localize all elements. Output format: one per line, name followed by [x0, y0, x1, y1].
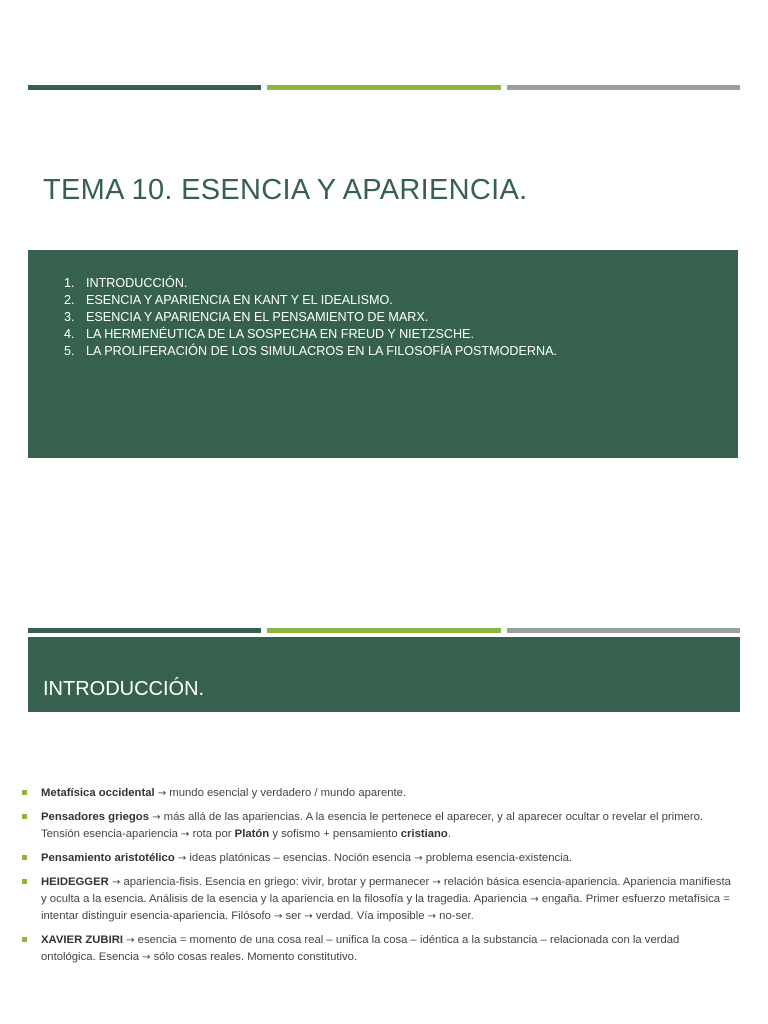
bar-dark-green [28, 628, 261, 633]
arrow-right-icon: → [142, 952, 151, 963]
bullet-bold-text: Platón [234, 828, 270, 840]
index-item-text: LA PROLIFERACIÓN DE LOS SIMULACROS EN LA FILOSOFÍA POSTMODERNA. [86, 344, 557, 358]
index-item-number: 3. [64, 310, 75, 324]
bullet-bold-text: HEIDEGGER [41, 876, 109, 888]
index-item [64, 309, 738, 326]
bullet-list [20, 785, 732, 973]
bar-light-green [267, 85, 500, 90]
bullet-text: no-ser. [436, 910, 474, 922]
index-item [64, 343, 738, 360]
arrow-right-icon: → [111, 877, 121, 888]
bullet-text: más allá de las apariencias. A la esencia le pertenece el aparecer, y al aparecer ocultar o revelar el primero. Tensión esencia-apariencia [41, 811, 704, 840]
bullet-bold-text: Pensadores griegos [41, 811, 149, 823]
arrow-right-icon: → [432, 877, 441, 888]
bar-dark-green [28, 85, 261, 90]
index-item-number: 1. [64, 276, 75, 290]
bullet-item [20, 850, 732, 867]
square-bullet-icon [22, 790, 27, 795]
bullet-bold-text: XAVIER ZUBIRI [41, 934, 124, 946]
bullet-text: ideas platónicas – esencias. Noción esencia [186, 852, 415, 864]
index-item [64, 292, 738, 309]
arrow-right-icon: → [177, 853, 187, 864]
bullet-text: apariencia-fisis. Esencia en griego: vivir, brotar y permanecer [120, 876, 433, 888]
index-item-text: ESENCIA Y APARIENCIA EN KANT Y EL IDEALISMO. [86, 293, 393, 307]
index-item-text: LA HERMENÉUTICA DE LA SOSPECHA EN FREUD Y NIETZSCHE. [86, 327, 474, 341]
arrow-right-icon: → [414, 853, 423, 864]
slide-title: TEMA 10. ESENCIA Y APARIENCIA. [43, 174, 528, 206]
bullet-text: y sofismo + pensamiento [269, 828, 401, 840]
index-item-number: 4. [64, 327, 75, 341]
bar-gray [507, 628, 740, 633]
square-bullet-icon [22, 879, 27, 884]
bullet-text: mundo esencial y verdadero / mundo aparente. [166, 787, 407, 799]
bar-light-green [267, 628, 500, 633]
bullet-item [20, 932, 732, 966]
index-item-number: 2. [64, 293, 75, 307]
bullet-text: engaña. Primer esfuerzo metafísica = intentar distinguir esencia-apariencia. Filósofo [41, 893, 730, 922]
index-item-number: 5. [64, 344, 75, 358]
bullet-text: problema esencia-existencia. [422, 852, 573, 864]
bullet-text: . [447, 828, 451, 840]
index-item-text: INTRODUCCIÓN. [86, 276, 188, 290]
arrow-right-icon: → [126, 935, 135, 946]
arrow-right-icon: → [530, 894, 539, 905]
bullet-item [20, 809, 732, 843]
index-item [64, 326, 738, 343]
bullet-item [20, 785, 732, 802]
square-bullet-icon [22, 814, 27, 819]
arrow-right-icon: → [427, 911, 437, 922]
bullet-text: ser [282, 910, 305, 922]
bar-gray [507, 85, 740, 90]
bullet-text: relación básica esencia-apariencia. Apariencia manifiesta y oculta a la esencia. Análisis de la esencia y la apariencia en la filosofía y la tragedia. Apariencia [41, 876, 731, 905]
arrow-right-icon: → [181, 829, 190, 840]
bullet-text: sólo cosas reales. Momento constitutivo. [150, 951, 358, 963]
decorative-top-bars-slide1 [28, 85, 740, 90]
index-item-text: ESENCIA Y APARIENCIA EN EL PENSAMIENTO DE MARX. [86, 310, 429, 324]
square-bullet-icon [22, 937, 27, 942]
arrow-right-icon: → [157, 788, 167, 799]
section-title: INTRODUCCIÓN. [43, 678, 205, 700]
arrow-right-icon: → [273, 911, 283, 922]
section-banner [28, 637, 740, 712]
bullet-bold-text: Pensamiento aristotélico [41, 852, 175, 864]
arrow-right-icon: → [152, 812, 161, 823]
bullet-bold-text: cristiano [400, 828, 448, 840]
index-list [64, 275, 738, 360]
bullet-text: rota por [189, 828, 235, 840]
bullet-bold-text: Metafísica occidental [41, 787, 155, 799]
bullet-item [20, 874, 732, 925]
square-bullet-icon [22, 855, 27, 860]
decorative-top-bars-slide2 [28, 628, 740, 633]
index-item [64, 275, 738, 292]
index-box [28, 250, 738, 458]
arrow-right-icon: → [304, 911, 313, 922]
bullet-text: esencia = momento de una cosa real – unifica la cosa – idéntica a la substancia – relacionada con la verdad ontológica. Esencia [41, 934, 680, 963]
bullet-text: verdad. Vía imposible [312, 910, 428, 922]
